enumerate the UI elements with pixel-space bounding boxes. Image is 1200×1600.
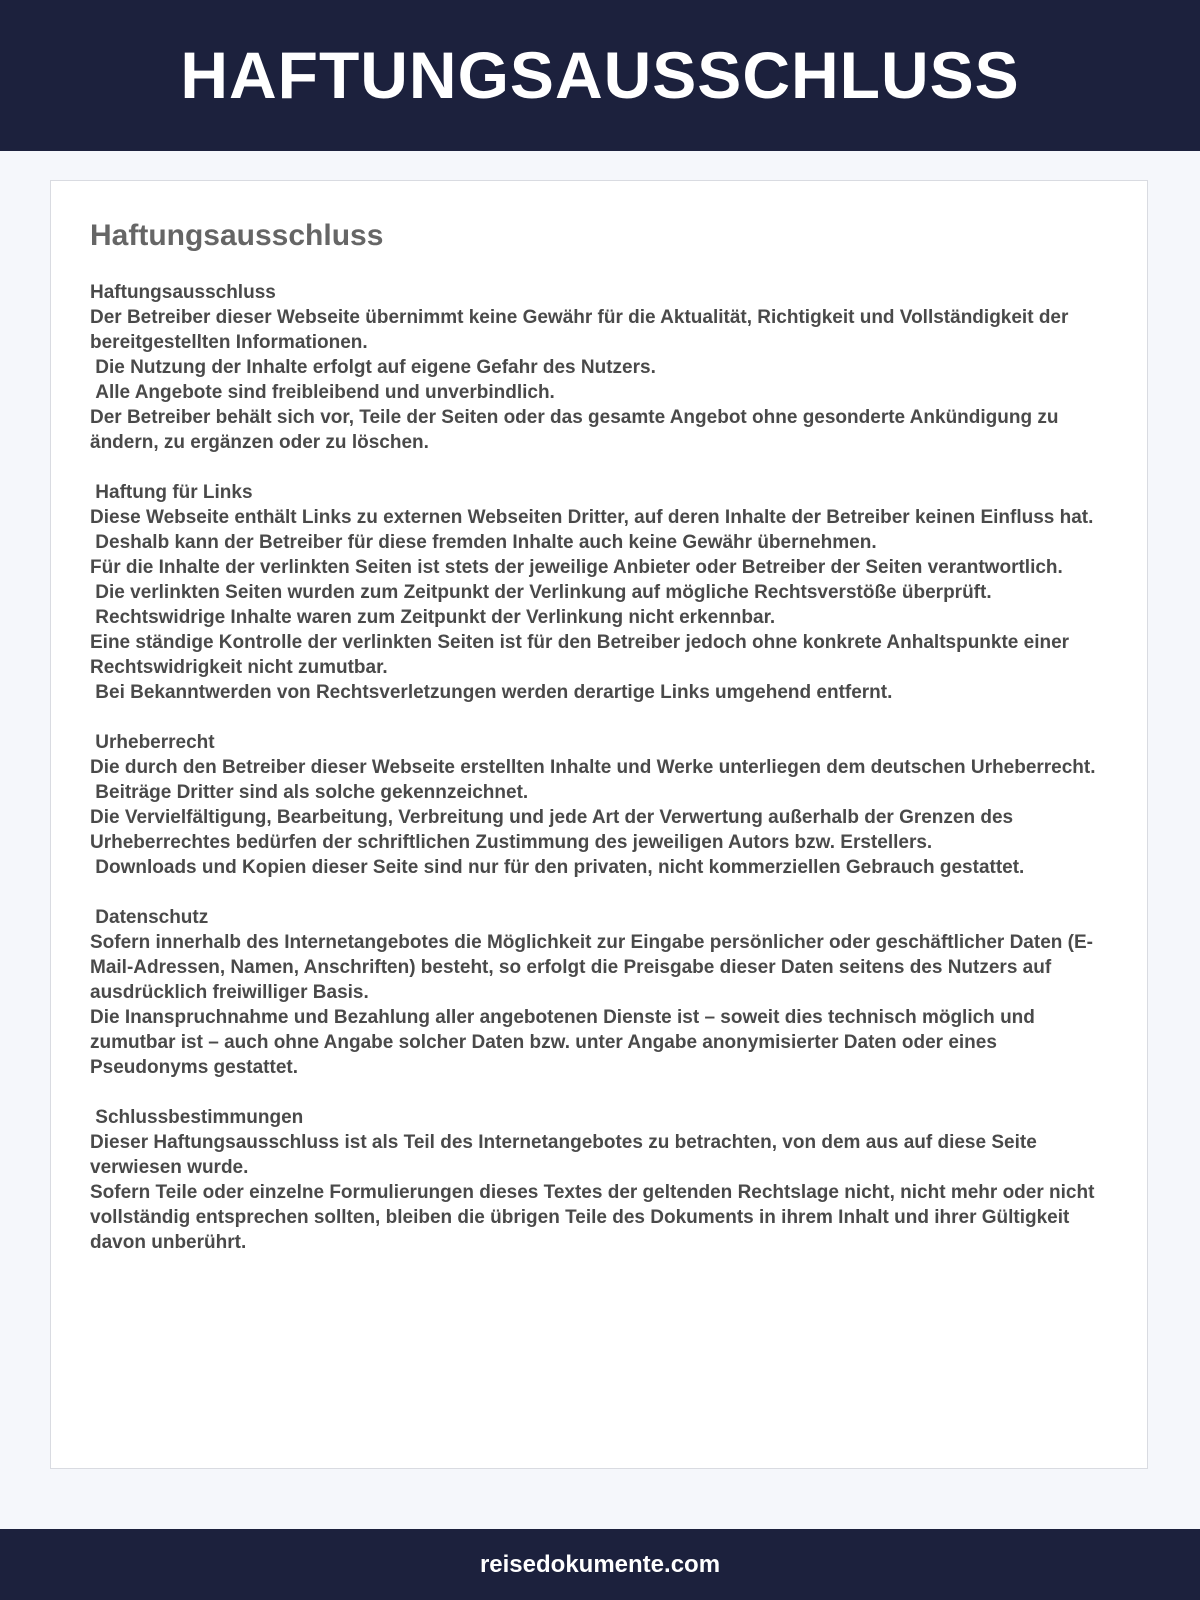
footer-banner bbox=[0, 1529, 1200, 1600]
page-title: HAFTUNGSAUSSCHLUSS bbox=[180, 37, 1020, 112]
footer-site-name: reisedokumente.com bbox=[479, 1550, 721, 1578]
document-heading: Haftungsausschluss bbox=[90, 219, 384, 252]
header-banner bbox=[0, 0, 1200, 151]
document-body: Haftungsausschluss Der Betreiber dieser Webseite übernimmt keine Gewähr für die Aktualität, Richtigkeit und Vollständigkeit der bereitgestellten Informationen. Die Nutzung der Inhalte erfolgt auf eigene Gefahr des Nutzers. Alle Angebote sind freibleibend und unverbindlich. Der Betreiber behält sich vor, Teile der Seiten oder das gesamte Angebot ohne gesonderte Ankündigung zu ändern, zu ergänzen oder zu löschen. Haftung für Links Diese Webseite enthält Links zu externen Webseiten Dritter, auf deren Inhalte der Betreiber keinen Einfluss hat. Deshalb kann der Betreiber für diese fremden Inhalte auch keine Gewähr übernehmen. Für die Inhalte der verlinkten Seiten ist stets der jeweilige Anbieter oder Betreiber der Seiten verantwortlich. Die verlinkten Seiten wurden zum Zeitpunkt der Verlinkung auf mögliche Rechtsverstöße überprüft. Rechtswidrige Inhalte waren zum Zeitpunkt der Verlinkung nicht erkennbar. Eine ständige Kontrolle der verlinkten Seiten ist für den Betreiber jedoch ohne konkrete Anhaltspunkte einer Rechtswidrigkeit nicht zumutbar. Bei Bekanntwerden von Rechtsverletzungen werden derartige Links umgehend entfernt. Urheberrecht Die durch den Betreiber dieser Webseite erstellten Inhalte und Werke unterliegen dem deutschen Urheberrecht. Beiträge Dritter sind als solche gekennzeichnet. Die Vervielfältigung, Bearbeitung, Verbreitung und jede Art der Verwertung außerhalb der Grenzen des Urheberrechtes bedürfen der schriftlichen Zustimmung des jeweiligen Autors bzw. Erstellers. Downloads und Kopien dieser Seite sind nur für den privaten, nicht kommerziellen Gebrauch gestattet. Datenschutz Sofern innerhalb des Internetangebotes die Möglichkeit zur Eingabe persönlicher oder geschäftlicher Daten (E-Mail-Adressen, Namen, Anschriften) besteht, so erfolgt die Preisgabe dieser Daten seitens des Nutzers auf ausdrücklich freiwilliger Basis. Die Inanspruchnahme und Bezahlung aller angebotenen Dienste ist – soweit dies technisch möglich und zumutbar ist – auch ohne Angabe solcher Daten bzw. unter Angabe anonymisierter Daten oder eines Pseudonyms gestattet. Schlussbestimmungen Dieser Haftungsausschluss ist als Teil des Internetangebotes zu betrachten, von dem aus auf diese Seite verwiesen wurde. Sofern Teile oder einzelne Formulierungen dieses Textes der geltenden Rechtslage nicht, nicht mehr oder nicht vollständig entsprechen sollten, bleiben die übrigen Teile des Dokuments in ihrem Inhalt und ihrer Gültigkeit davon unberührt. bbox=[90, 282, 1096, 1253]
document-card bbox=[50, 180, 1148, 1469]
